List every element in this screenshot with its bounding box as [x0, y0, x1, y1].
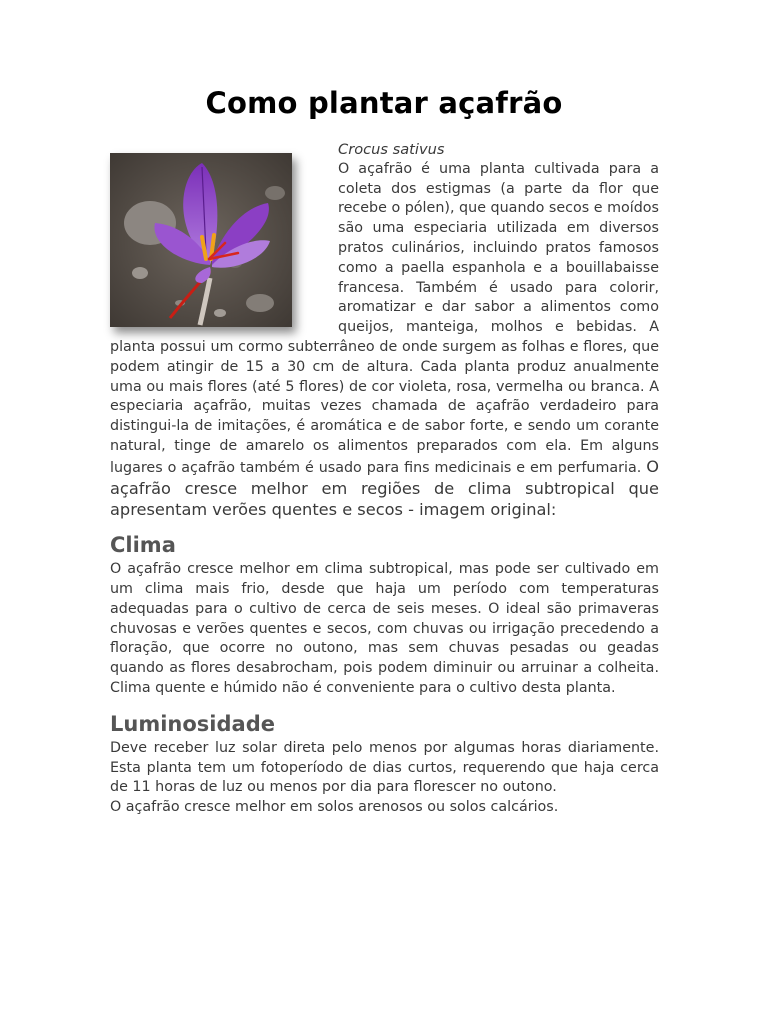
image-caption: Crocus sativus	[338, 141, 445, 158]
section-heading-clima: Clima	[110, 533, 176, 558]
soil-paragraph: O açafrão cresce melhor em solos arenosos ou solos calcários.	[110, 799, 559, 816]
intro-text: O açafrão é uma planta cultivada para a coleta dos estigmas (a parte da flor que recebe o pólen), que quando secos e moídos são uma especiaria utilizada em diversos pratos culinários, incluindo pratos famosos como a paella espanhola e a bouillabaisse francesa. Também é usado para colorir, aromatizar e dar sabor a alimentos como queijos, manteiga, molhos e bebidas. A planta possui um cormo subterrâneo de onde surgem as folhas e flores, que podem atingir de 15 a 30 cm de altura. Cada planta produz anualmente uma ou mais flores (até 5 flores) de cor violeta, rosa, vermelha ou branca. A especiaria açafrão, muitas vezes chamada de açafrão verdadeiro para distingui-la de imitações, é aromática e de sabor forte, e sendo um corante natural, tinge de amarelo os alimentos preparados com ela. Em alguns lugares o açafrão também é usado para fins medicinais e em perfumaria.	[110, 160, 659, 476]
clima-paragraph: O açafrão cresce melhor em clima subtropical, mas pode ser cultivado em um clima mais frio, desde que haja um período com temperaturas adequadas para o cultivo de cerca de seis meses. O ideal são primaveras chuvosas e verões quentes e secos, com chuvas ou irrigação precedendo a floração, que ocorre no outono, mas sem chuvas pesadas ou geadas quando as flores desabrocham, pois podem diminuir ou arruinar a colheita. Clima quente e húmido não é conveniente para o cultivo desta planta.	[110, 561, 659, 696]
page-title: Como plantar açafrão	[205, 86, 563, 120]
section-heading-luminosidade: Luminosidade	[110, 711, 275, 736]
document-body	[110, 140, 659, 818]
luminosidade-paragraph: Deve receber luz solar direta pelo menos por algumas horas diariamente. Esta planta tem um fotoperíodo de dias curtos, requerendo que haja cerca de 11 horas de luz ou menos por dia para florescer no outono.	[110, 739, 659, 796]
intro-large-text: O açafrão cresce melhor em regiões de clima subtropical que apresentam verões quentes e secos - imagem original:	[110, 456, 659, 520]
crocus-photo	[110, 153, 292, 327]
